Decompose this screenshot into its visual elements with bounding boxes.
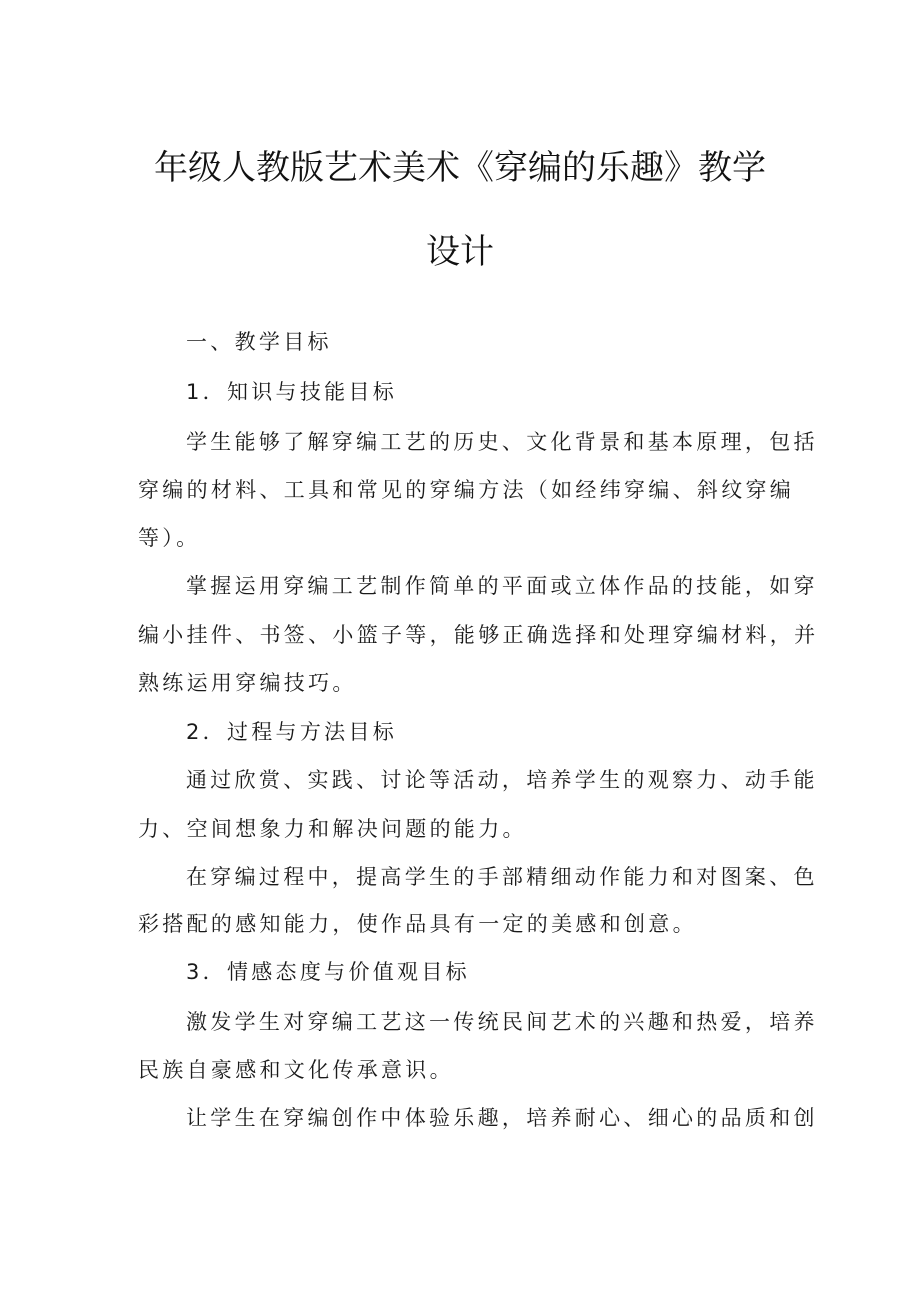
paragraph-line: 穿编的材料、工具和常见的穿编方法（如经纬穿编、斜纹穿编 <box>138 478 795 502</box>
paragraph-line: 激发学生对穿编工艺这一传统民间艺术的兴趣和热爱，培养 <box>186 1010 818 1034</box>
subheading-knowledge-skills: 1．知识与技能目标 <box>186 380 398 404</box>
paragraph-line: 等）。 <box>138 526 201 550</box>
paragraph-line: 民族自豪感和文化传承意识。 <box>138 1058 454 1082</box>
subheading-process-methods: 2．过程与方法目标 <box>186 720 398 744</box>
paragraph-line: 编小挂件、书签、小篮子等，能够正确选择和处理穿编材料，并 <box>138 623 819 647</box>
paragraph-line: 掌握运用穿编工艺制作简单的平面或立体作品的技能，如穿 <box>186 574 818 598</box>
section-heading-teaching-goals: 一、教学目标 <box>186 330 332 354</box>
paragraph-line: 熟练运用穿编技巧。 <box>138 671 357 695</box>
document-title-line-1: 年级人教版艺术美术《穿编的乐趣》教学 <box>154 148 766 188</box>
paragraph-line: 让学生在穿编创作中体验乐趣，培养耐心、细心的品质和创 <box>186 1106 818 1130</box>
paragraph-line: 在穿编过程中，提高学生的手部精细动作能力和对图案、色 <box>186 865 818 889</box>
subheading-emotion-values: 3．情感态度与价值观目标 <box>186 960 470 984</box>
paragraph-line: 通过欣赏、实践、讨论等活动，培养学生的观察力、动手能 <box>186 768 818 792</box>
paragraph-line: 彩搭配的感知能力，使作品具有一定的美感和创意。 <box>138 912 697 936</box>
paragraph-line: 力、空间想象力和解决问题的能力。 <box>138 817 527 841</box>
paragraph-line: 学生能够了解穿编工艺的历史、文化背景和基本原理，包括 <box>186 430 818 454</box>
document-title-line-2: 设计 <box>426 232 494 272</box>
